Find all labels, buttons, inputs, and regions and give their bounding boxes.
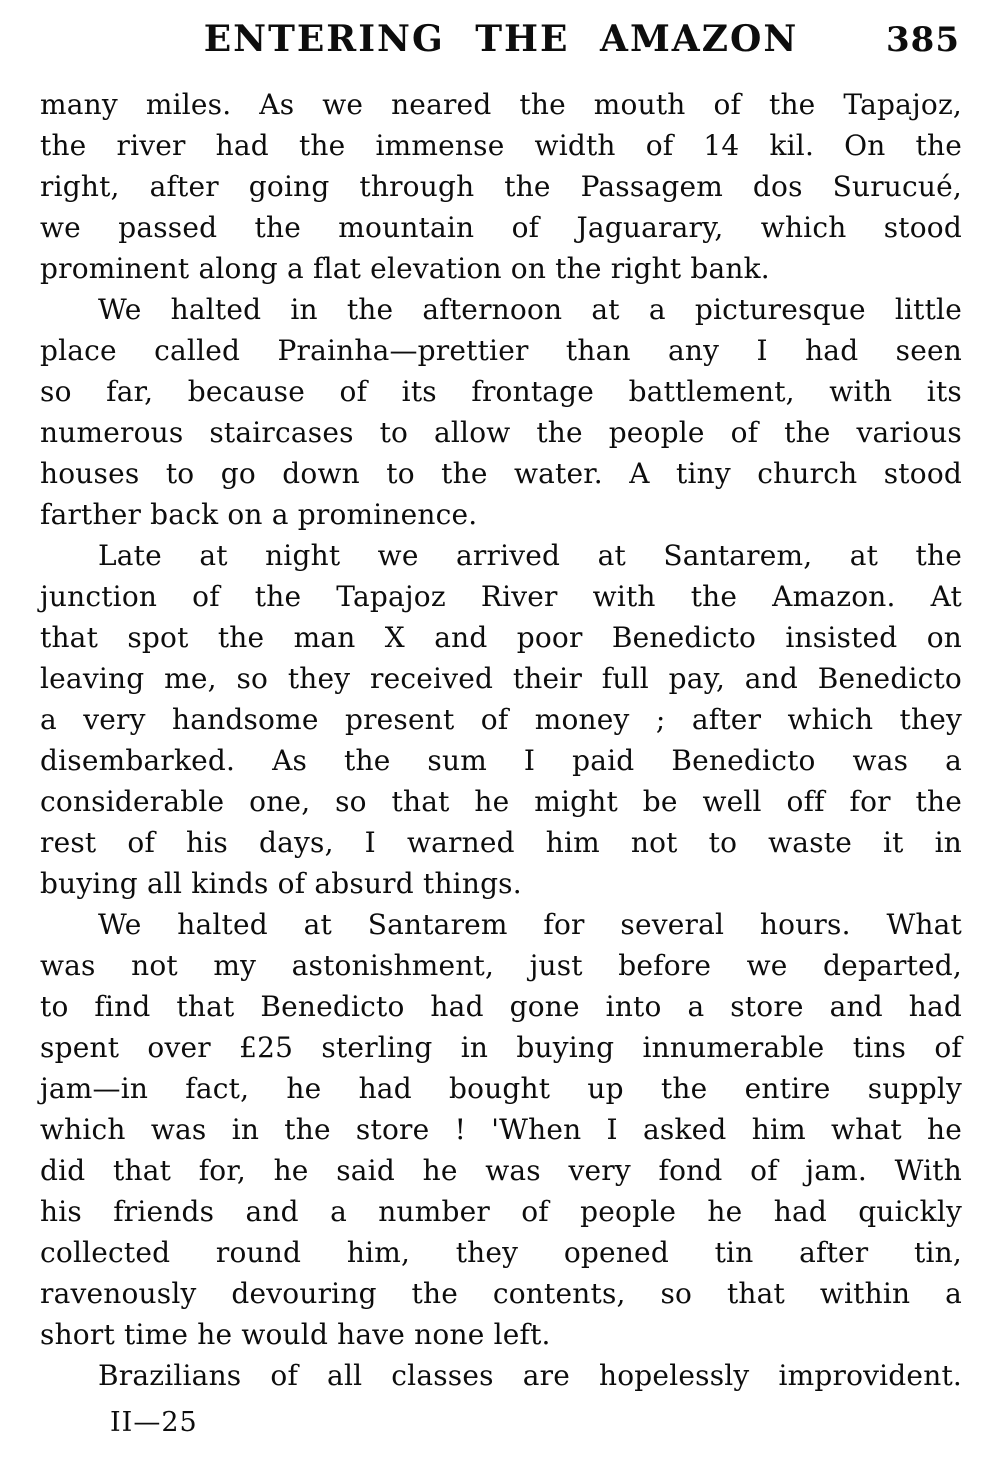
text-line: We halted in the afternoon at a picturesque little <box>98 293 962 326</box>
text-line: spent over £25 sterling in buying innumerable tins of <box>40 1031 962 1064</box>
text-line: did that for, he said he was very fond of jam. With <box>40 1154 962 1187</box>
text-line: many miles. As we neared the mouth of the Tapajoz, <box>40 88 962 121</box>
page-number: 385 <box>886 20 960 60</box>
text-line: considerable one, so that he might be well off for the <box>40 785 962 818</box>
paragraph <box>40 84 962 289</box>
text-line: jam—in fact, he had bought up the entire supply <box>40 1072 962 1105</box>
text-line: junction of the Tapajoz River with the Amazon. At <box>40 580 962 613</box>
text-line: prominent along a flat elevation on the right bank. <box>40 252 770 285</box>
signature-mark: II—25 <box>110 1407 198 1438</box>
text-line: houses to go down to the water. A tiny church stood <box>40 457 962 490</box>
text-line: to find that Benedicto had gone into a store and had <box>40 990 962 1023</box>
paragraph <box>40 535 962 904</box>
page-footer <box>40 1408 962 1438</box>
text-line: right, after going through the Passagem dos Surucué, <box>40 170 962 203</box>
text-line: which was in the store ! 'When I asked him what he <box>40 1113 962 1146</box>
text-line: we passed the mountain of Jaguarary, which stood <box>40 211 962 244</box>
text-line: was not my astonishment, just before we departed, <box>40 949 962 982</box>
text-line: short time he would have none left. <box>40 1318 551 1351</box>
text-line: that spot the man X and poor Benedicto insisted on <box>40 621 962 654</box>
text-line: rest of his days, I warned him not to waste it in <box>40 826 962 859</box>
chapter-title: ENTERING THE AMAZON <box>203 18 799 60</box>
text-line: disembarked. As the sum I paid Benedicto was a <box>40 744 962 777</box>
paragraph <box>40 289 962 535</box>
text-line: numerous staircases to allow the people of the various <box>40 416 962 449</box>
text-line: ravenously devouring the contents, so that within a <box>40 1277 962 1310</box>
text-line: Brazilians of all classes are hopelessly improvident. <box>98 1359 962 1392</box>
text-line: Late at night we arrived at Santarem, at the <box>98 539 962 572</box>
text-line: We halted at Santarem for several hours. What <box>98 908 962 941</box>
text-line: the river had the immense width of 14 kil. On the <box>40 129 962 162</box>
page-body <box>40 84 962 1396</box>
text-line: farther back on a prominence. <box>40 498 478 531</box>
text-line: collected round him, they opened tin after tin, <box>40 1236 962 1269</box>
running-head <box>40 20 962 58</box>
text-line: a very handsome present of money ; after which they <box>40 703 962 736</box>
text-line: leaving me, so they received their full pay, and Benedicto <box>40 662 962 695</box>
paragraph <box>40 1355 962 1396</box>
text-line: so far, because of its frontage battlement, with its <box>40 375 962 408</box>
text-line: place called Prainha—prettier than any I had seen <box>40 334 962 367</box>
paragraph <box>40 904 962 1355</box>
text-line: buying all kinds of absurd things. <box>40 867 522 900</box>
text-line: his friends and a number of people he had quickly <box>40 1195 962 1228</box>
